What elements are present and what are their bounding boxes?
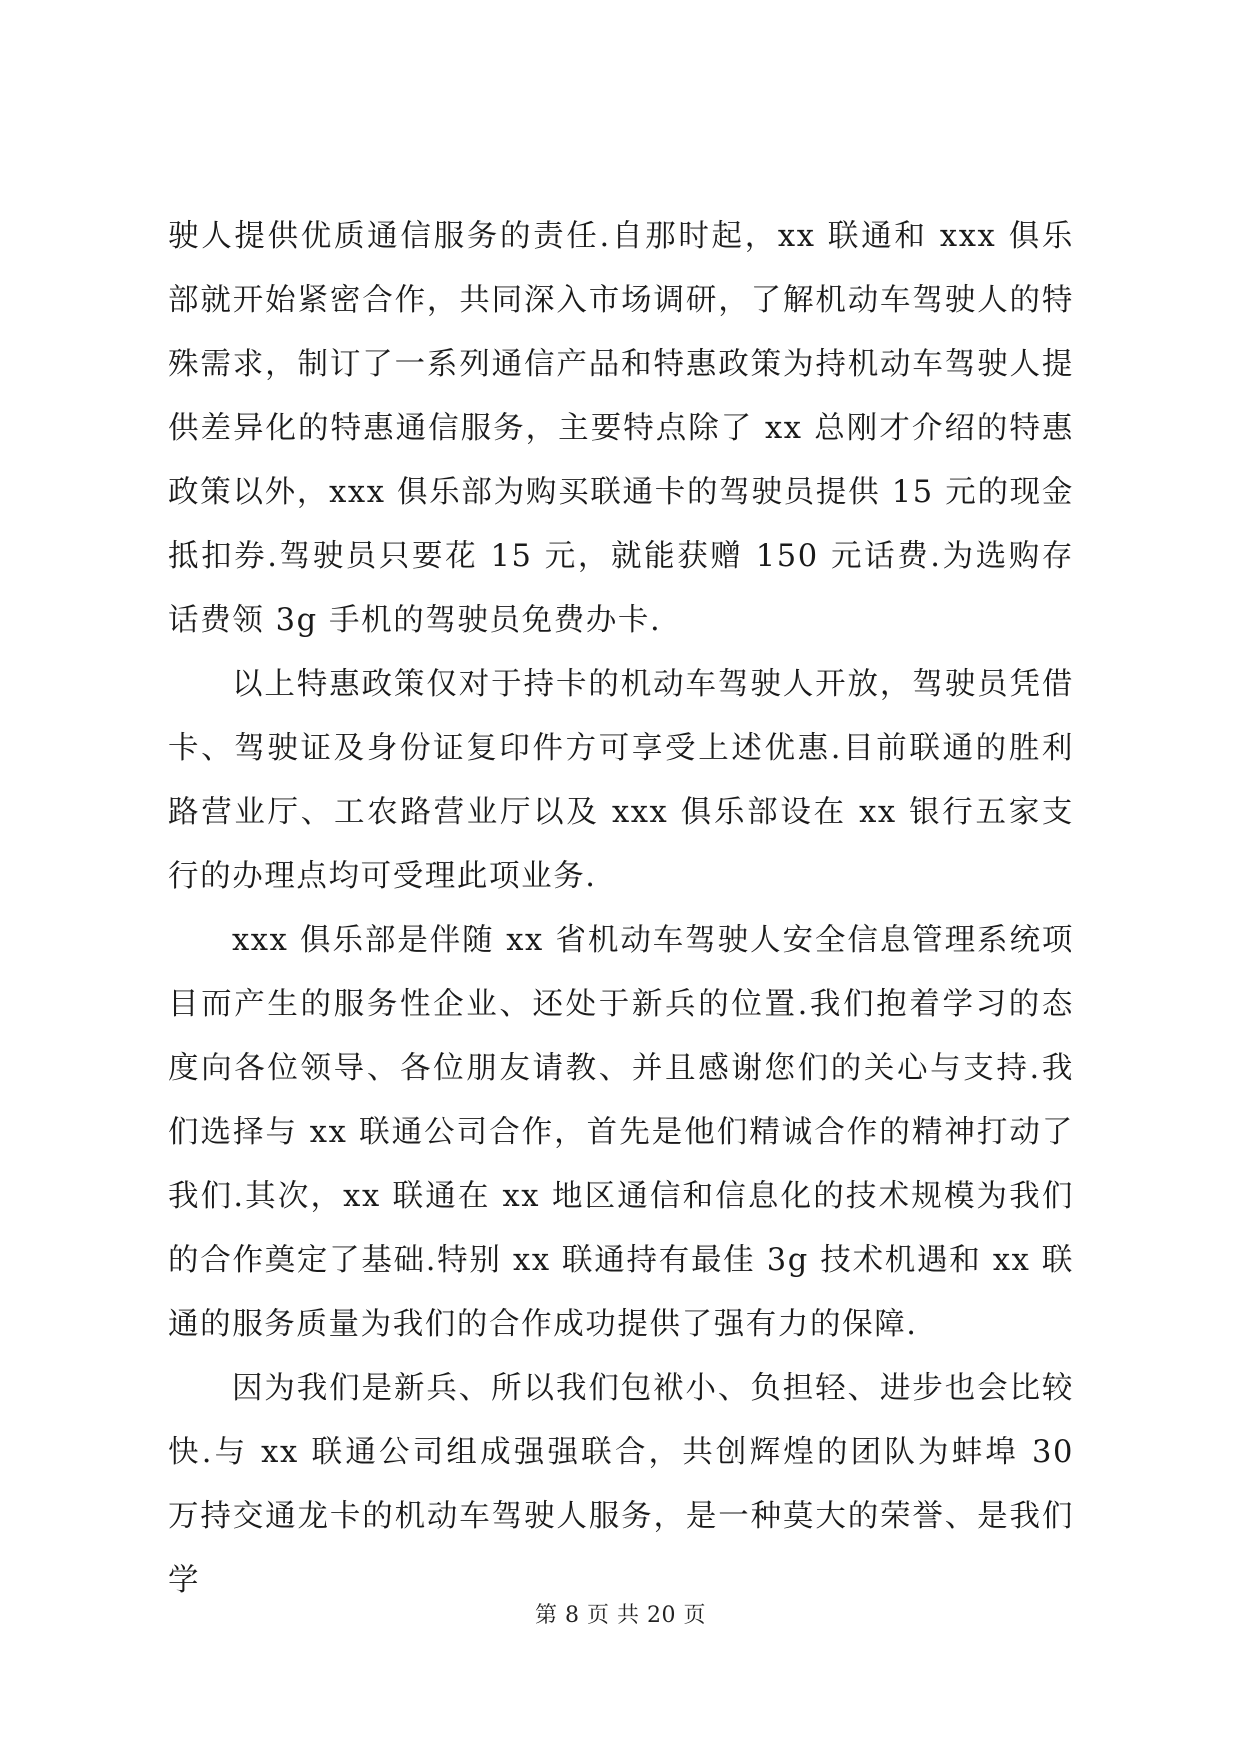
paragraph-continued: 驶人提供优质通信服务的责任.自那时起，xx 联通和 xxx 俱乐部就开始紧密合作，共同深入市场调研，了解机动车驾驶人的特殊需求，制订了一系列通信产品和特惠政策为持机动车驾驶人提供差异化的特惠通信服务，主要特点除了 xx 总刚才介绍的特惠政策以外，xxx 俱乐部为购买联通卡的驾驶员提供 15 元的现金抵扣券.驾驶员只要花 15 元，就能获赠 150 元话费.为选购存话费领 3g 手机的驾驶员免费办卡. (168, 219, 1074, 638)
document-body (168, 205, 1074, 1613)
paragraph-club-intro: xxx 俱乐部是伴随 xx 省机动车驾驶人安全信息管理系统项目而产生的服务性企业、还处于新兵的位置.我们抱着学习的态度向各位领导、各位朋友请教、并且感谢您们的关心与支持.我们选择与 xx 联通公司合作，首先是他们精诚合作的精神打动了我们.其次，xx 联通在 xx 地区通信和信息化的技术规模为我们的合作奠定了基础.特别 xx 联通持有最佳 3g 技术机遇和 xx 联通的服务质量为我们的合作成功提供了强有力的保障. (168, 923, 1074, 1342)
paragraph-offer-conditions: 以上特惠政策仅对于持卡的机动车驾驶人开放，驾驶员凭借卡、驾驶证及身份证复印件方可享受上述优惠.目前联通的胜利路营业厅、工农路营业厅以及 xxx 俱乐部设在 xx 银行五家支行的办理点均可受理此项业务. (168, 667, 1074, 894)
paragraph-partnership: 因为我们是新兵、所以我们包袱小、负担轻、进步也会比较快.与 xx 联通公司组成强强联合，共创辉煌的团队为蚌埠 30 万持交通龙卡的机动车驾驶人服务，是一种莫大的荣誉、是我们学 (168, 1371, 1074, 1598)
page-number-footer: 第 8 页 共 20 页 (535, 1603, 706, 1628)
